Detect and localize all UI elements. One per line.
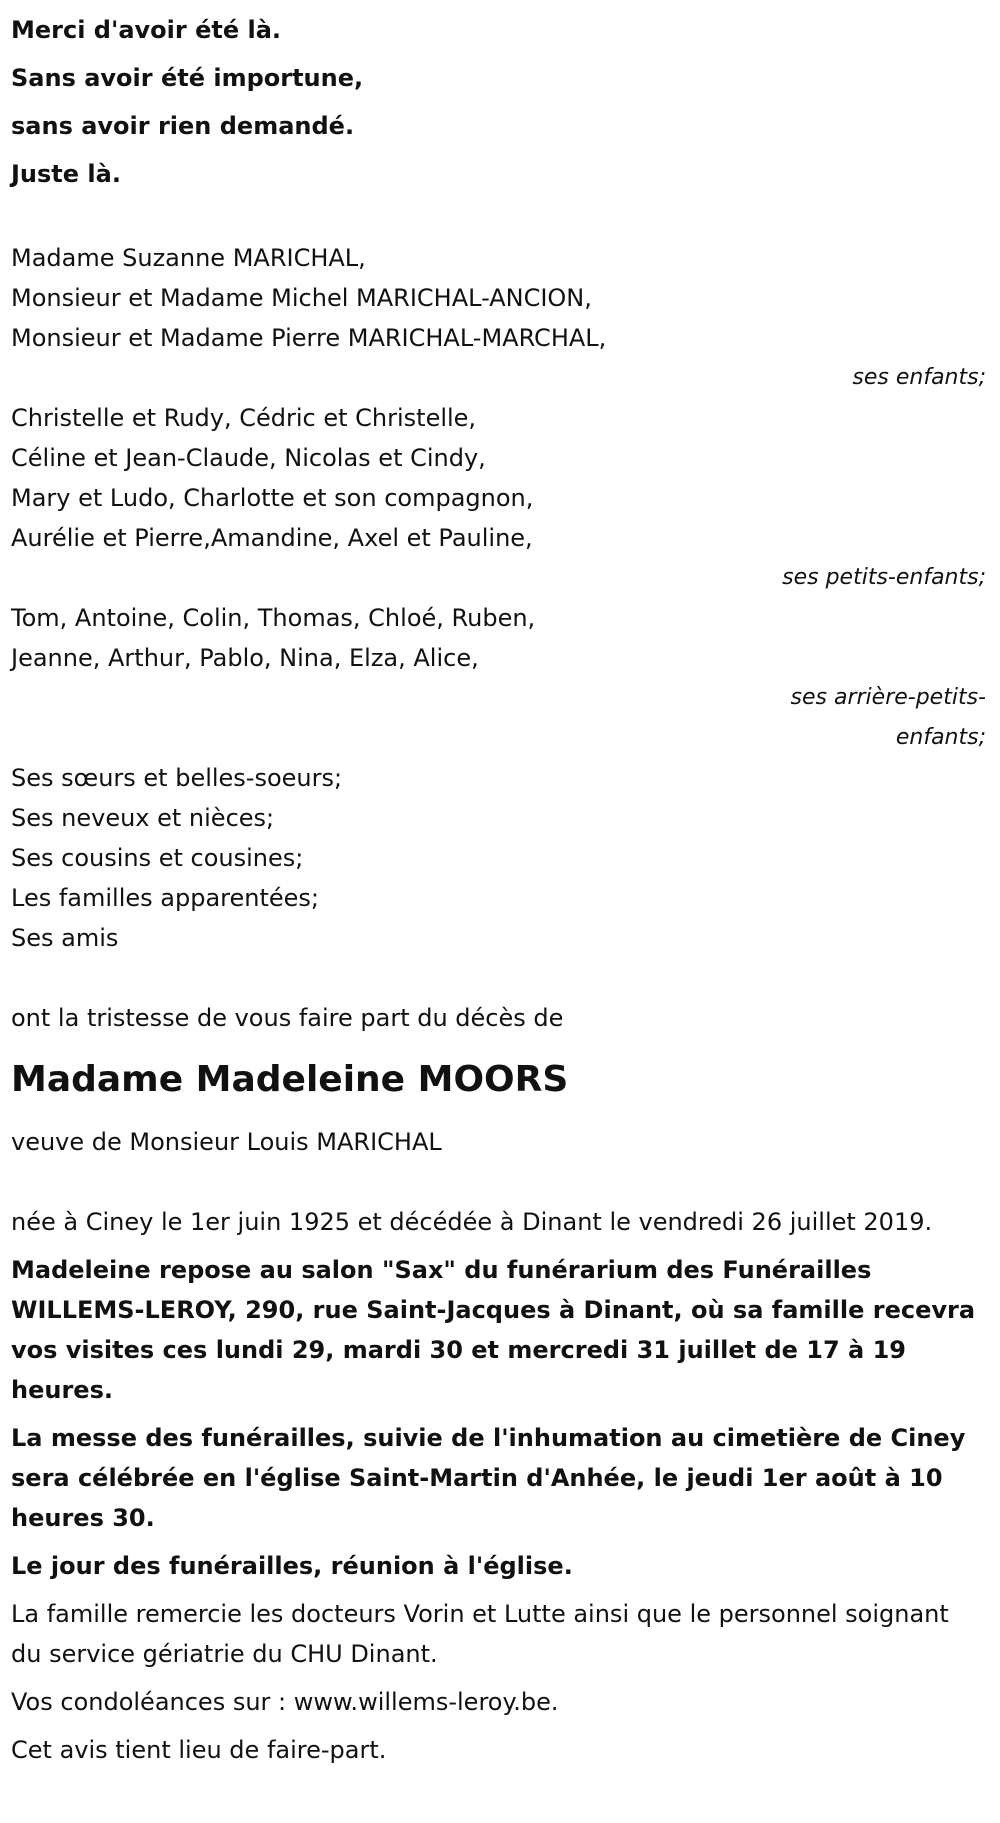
grandchildren-line: Céline et Jean-Claude, Nicolas et Cindy, [11,444,486,472]
deceased-name: Madame Madeleine MOORS [11,1059,569,1100]
poem-line: Juste là. [11,160,121,188]
relatives-line: Ses neveux et nièces; [11,804,275,832]
poem-line: sans avoir rien demandé. [11,112,355,140]
grandchildren-line: Christelle et Rudy, Cédric et Christelle, [11,404,477,432]
announcement: ont la tristesse de vous faire part du décès de [11,1004,564,1032]
widow-of: veuve de Monsieur Louis MARICHAL [11,1128,442,1156]
relatives-line: Ses amis [11,924,119,952]
obituary-content [11,6,986,1770]
relatives-line: Ses cousins et cousines; [11,844,304,872]
birth-death: née à Ciney le 1er juin 1925 et décédée à Dinant le vendredi 26 juillet 2019. [11,1208,933,1236]
relatives-group [11,758,986,958]
poem-line: Sans avoir été importune, [11,64,364,92]
poem-line: Merci d'avoir été là. [11,16,281,44]
grandchildren-label: ses petits-enfants; [782,565,986,590]
obituary-details [11,1202,986,1770]
relatives-line: Les familles apparentées; [11,884,320,912]
great-grandchildren-label: ses arrière-petits- [790,685,986,710]
visitation: Madeleine repose au salon "Sax" du funérarium des Funérailles WILLEMS-LEROY, 290, rue Saint-Jacques à Dinant, où sa famille recevra vos visites ces lundi 29, mardi 30 et mercredi 31 juillet de 17 à 19 heures. [11,1256,976,1404]
thanks: La famille remercie les docteurs Vorin et Lutte ainsi que le personnel soignant du service gériatrie du CHU Dinant. [11,1600,949,1668]
children-group [11,238,986,398]
grandchildren-group [11,398,986,598]
meeting: Le jour des funérailles, réunion à l'église. [11,1552,573,1580]
notice: Cet avis tient lieu de faire-part. [11,1736,387,1764]
grandchildren-line: Mary et Ludo, Charlotte et son compagnon, [11,484,534,512]
great-grandchildren-line: Jeanne, Arthur, Pablo, Nina, Elza, Alice, [11,644,479,672]
children-label: ses enfants; [852,365,986,390]
condolences: Vos condoléances sur : www.willems-leroy.be. [11,1688,559,1716]
grandchildren-line: Aurélie et Pierre,Amandine, Axel et Pauline, [11,524,533,552]
relatives-line: Ses sœurs et belles-soeurs; [11,764,343,792]
children-line: Monsieur et Madame Michel MARICHAL-ANCION, [11,284,592,312]
great-grandchildren-line: Tom, Antoine, Colin, Thomas, Chloé, Ruben, [11,604,536,632]
funeral-mass: La messe des funérailles, suivie de l'inhumation au cimetière de Ciney sera célébrée en l'église Saint-Martin d'Anhée, le jeudi 1er août à 10 heures 30. [11,1424,966,1532]
children-line: Monsieur et Madame Pierre MARICHAL-MARCHAL, [11,324,607,352]
great-grandchildren-label: enfants; [895,725,986,750]
children-line: Madame Suzanne MARICHAL, [11,244,366,272]
poem [11,6,986,198]
great-grandchildren-group [11,598,986,758]
